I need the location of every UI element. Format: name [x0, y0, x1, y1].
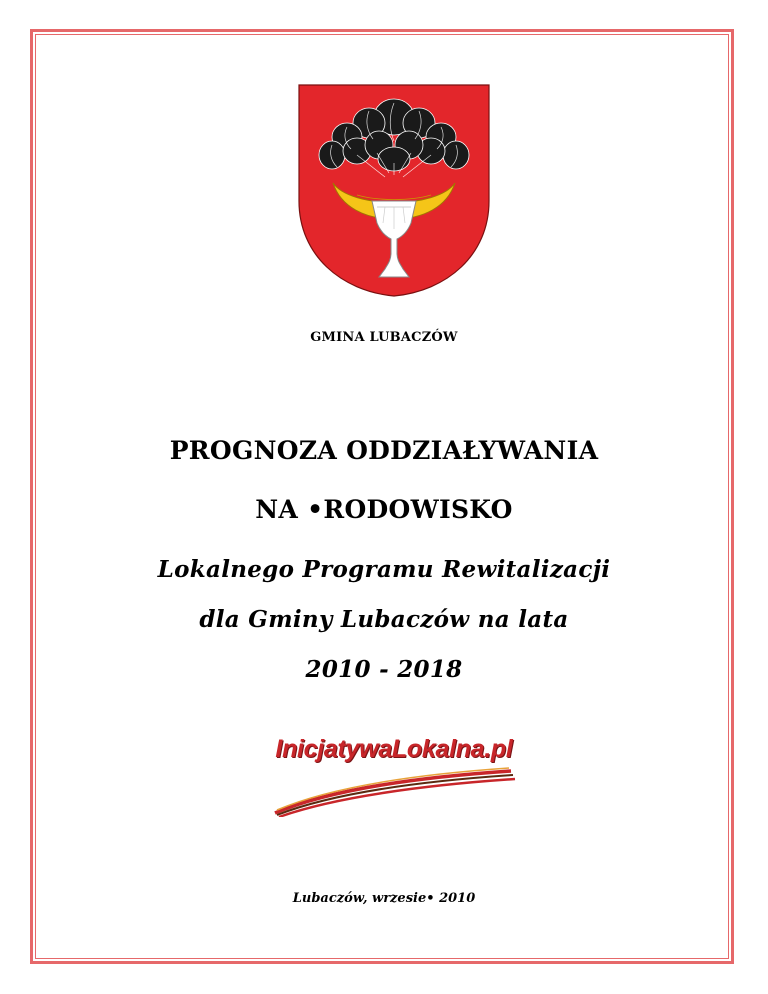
document-title-line-1: PROGNOZA ODDZIAŁYWANIA	[169, 436, 599, 465]
place-and-date: Lubaczów, wrzesie• 2010	[292, 891, 476, 906]
logo-swoosh-icon	[271, 763, 517, 817]
document-subtitle-line-2: dla Gminy Lubaczów na lata	[199, 606, 569, 633]
inicjatywa-lokalna-logo	[271, 733, 517, 817]
document-subtitle-line-1: Lokalnego Programu Rewitalizacji	[157, 556, 611, 583]
document-subtitle-years: 2010 - 2018	[305, 656, 463, 683]
logo-text: InicjatywaLokalna.pl	[275, 735, 513, 763]
municipality-name: GMINA LUBACZÓW	[310, 330, 458, 345]
coat-of-arms-icon	[297, 83, 491, 298]
document-title-line-2: NA •RODOWISKO	[255, 495, 513, 524]
